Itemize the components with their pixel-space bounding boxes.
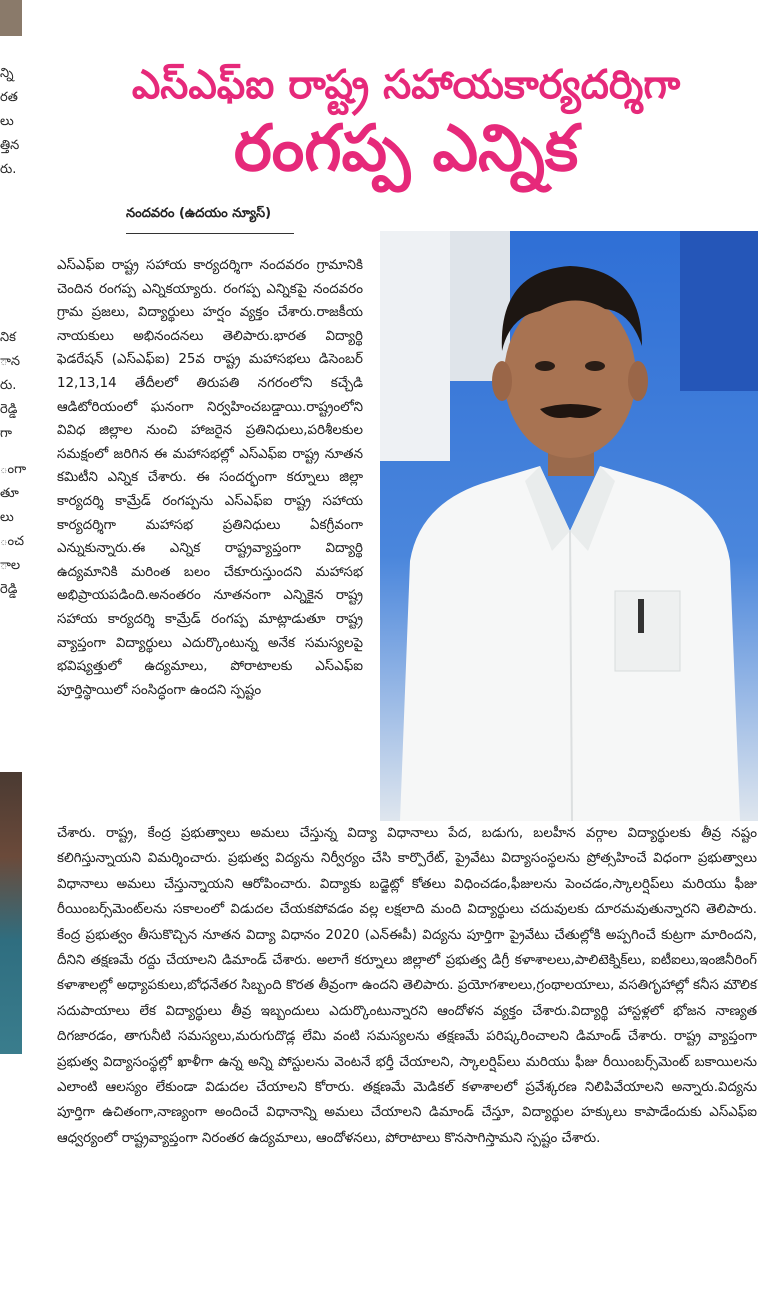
adjacent-article-strip <box>0 0 26 1293</box>
adjacent-text-fragment: రెడ్డి <box>0 582 18 597</box>
adjacent-text-fragment: లు <box>0 114 14 129</box>
adjacent-text-fragment: ంచ <box>0 534 24 549</box>
adjacent-text-fragment: నిక <box>0 330 16 345</box>
byline-underline <box>126 233 294 234</box>
adjacent-text-fragment: రెడ్డి <box>0 402 18 417</box>
byline: నందవరం (ఉదయం న్యూస్) <box>126 206 272 221</box>
adjacent-text-fragment: న్ని <box>0 66 14 81</box>
adjacent-photo-top <box>0 0 22 36</box>
headline-line-1: ఎస్ఎఫ్ఐ రాష్ట్ర సహాయకార్యదర్శిగా <box>131 62 681 108</box>
portrait-photo <box>380 231 758 821</box>
adjacent-text-fragment: లు <box>0 510 14 525</box>
adjacent-photo-bottom <box>0 772 22 1054</box>
adjacent-text-fragment: తూ <box>0 486 19 501</box>
adjacent-text-fragment: రు. <box>0 378 17 393</box>
adjacent-text-fragment: ాన <box>0 354 21 369</box>
portrait-illustration <box>380 231 758 821</box>
adjacent-text-fragment: త్తిన <box>0 138 20 153</box>
adjacent-text-fragment: రు. <box>0 162 17 177</box>
article-full-width-text: చేశారు. రాష్ట్ర, కేంద్ర ప్రభుత్వాలు అమలు చేస్తున్న విద్యా విధానాలు పేద, బడుగు, బలహీన వర్గాల విద్యార్థులకు తీవ్ర నష్టం కలిగిస్తున్నాయని విమర్శించారు. ప్రభుత్వ విద్యను నిర్వీర్యం చేసి కార్పొరేట్, ప్రైవేటు విద్యాసంస్థలను ప్రోత్సహించే విధంగా ప్రభుత్వాలు విధానాలు అమలు చేస్తున్నాయని ఆరోపించారు. విద్యాకు బడ్జెట్లో కోతలు విధించడం,ఫీజులను పెంచడం,స్కాలర్షిప్‌లు మరియు ఫీజు రీయింబర్స్‌మెంట్‌లను సకాలంలో విడుదల చేయకపోవడం వల్ల లక్షలాది మంది విద్యార్థులు చదువులకు దూరమవుతున్నారని తెలిపారు. కేంద్ర ప్రభుత్వం తీసుకొచ్చిన నూతన విద్యా విధానం 2020 (ఎన్ఈపీ) విద్యను పూర్తిగా ప్రైవేటు చేతుల్లోకి అప్పగించే కుట్రగా మారిందని, దీనిని తక్షణమే రద్దు చేయాలని డిమాండ్ చేశారు. అలాగే కర్నూలు జిల్లాలో ప్రభుత్వ డిగ్రీ కళాశాలలు,పాలిటెక్నిక్‌లు, ఐటీఐలు,ఇంజినీరింగ్ కళాశాలల్లో అధ్యాపకులు,బోధనేతర సిబ్బంది కొరత తీవ్రంగా ఉందని తెలిపారు. ప్రయోగశాలలు,గ్రంథాలయాలు, వసతిగృహాల్లో కనీస మౌలిక సదుపాయాలు లేక విద్యార్థులు తీవ్ర ఇబ్బందులు ఎదుర్కొంటున్నారని ఆందోళన వ్యక్తం చేశారు.విద్యార్థి హాస్టళ్లలో భోజన నాణ్యత దిగజారడం, తాగునీటి సమస్యలు,మరుగుదొడ్ల లేమి వంటి సమస్యలను తక్షణమే పరిష్కరించాలని డిమాండ్ చేశారు. రాష్ట్ర వ్యాప్తంగా ప్రభుత్వ విద్యాసంస్థల్లో ఖాళీగా ఉన్న అన్ని పోస్టులను వెంటనే భర్తీ చేయాలని, స్కాలర్షిప్‌లు మరియు ఫీజు రీయింబర్స్‌మెంట్ బకాయిలను ఎలాంటి ఆలస్యం లేకుండా విడుదల చేయాలని కోరారు. తక్షణమే మెడికల్ కళాశాలలో ప్రవేశ్కరణ నిలిపివేయాలని అన్నారు.విద్యను పూర్తిగా ఉచితంగా,నాణ్యంగా అందించే విధానాన్ని అమలు చేయాలని డిమాండ్ చేస్తూ, విద్యార్థుల హక్కులు కాపాడేందుకు ఎస్ఎఫ్ఐ ఆధ్వర్యంలో రాష్ట్రవ్యాప్తంగా నిరంతర ఉద్యమాలు, ఆందోళనలు, పోరాటాలు కొనసాగిస్తామని స్పష్టం చేశారు. <box>57 826 757 1146</box>
adjacent-text-fragment: రత <box>0 90 18 105</box>
adjacent-text-fragment: ాల <box>0 558 21 573</box>
article-column-text: ఎస్ఎఫ్ఐ రాష్ట్ర సహాయ కార్యదర్శిగా నందవరం గ్రామానికి చెందిన రంగప్ప ఎన్నికయ్యారు. రంగప్ప ఎన్నికపై నందవరం గ్రామ ప్రజలు, విద్యార్థులు హర్షం వ్యక్తం చేశారు.రాజకీయ నాయకులు అభినందనలు తెలిపారు.భారత విద్యార్థి ఫెడరేషన్ (ఎస్ఎఫ్ఐ) 25వ రాష్ట్ర మహాసభలు డిసెంబర్ 12,13,14 తేదీలలో తిరుపతి నగరంలోని కచ్చేడి ఆడిటోరియంలో ఘనంగా నిర్వహించబడ్డాయి.రాష్ట్రంలోని వివిధ జిల్లాల నుంచి హాజరైన ప్రతినిధులు,పరిశీలకుల సమక్షంలో జరిగిన ఈ మహాసభల్లో ఎస్ఎఫ్ఐ రాష్ట్ర నూతన కమిటీని ఎన్నిక చేశారు. ఈ సందర్భంగా కర్నూలు జిల్లా కార్యదర్శి కామ్రేడ్ రంగప్పను ఎస్ఎఫ్ఐ రాష్ట్ర సహాయ కార్యదర్శిగా మహాసభ ప్రతినిధులు ఏకగ్రీవంగా ఎన్నుకున్నారు.ఈ ఎన్నిక రాష్ట్రవ్యాప్తంగా విద్యార్థి ఉద్యమానికి మరింత బలం చేకూరుస్తుందని మహాసభ అభిప్రాయపడింది.అనంతరం నూతనంగా ఎన్నికైన రాష్ట్ర సహాయ కార్యదర్శి కామ్రేడ్ రంగప్ప మాట్లాడుతూ రాష్ట్ర వ్యాప్తంగా విద్యార్థులు ఎదుర్కొంటున్న అనేక సమస్యలపై భవిష్యత్తులో ఉద్యమాలు, పోరాటాలకు ఎస్ఎఫ్ఐ పూర్తిస్థాయిలో సంసిద్ధంగా ఉందని స్పష్టం <box>57 258 363 698</box>
headline-line-2: రంగప్ప ఎన్నిక <box>233 112 579 186</box>
adjacent-text-fragment: ంగా <box>0 462 26 477</box>
adjacent-text-fragment: గా <box>0 426 12 441</box>
